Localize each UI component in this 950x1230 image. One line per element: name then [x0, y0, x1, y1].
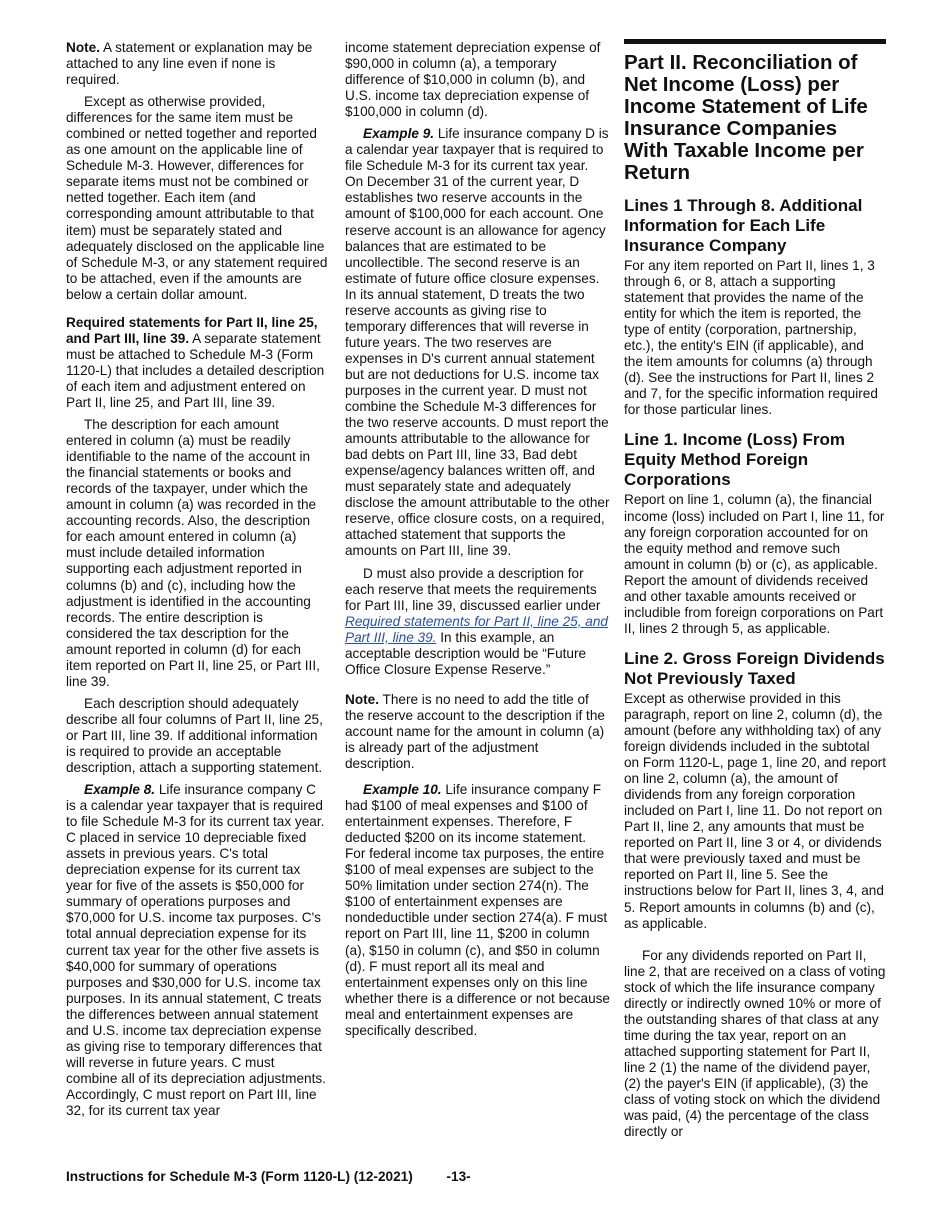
- paragraph-except: Except as otherwise provided, differences for the same item must be combined or netted together and reported as one amount on the applicable line of Schedule M-3. However, differences for separate items must not be combined or netted together. Each item (and corresponding amount attributable to that item) must be separately stated and adequately disclosed on the applicable line of Schedule M-3, or any statement required to be attached, even if the amounts are below a certain dollar amount.: [66, 94, 328, 302]
- section-rule: [624, 39, 886, 44]
- paragraph-line-2: Except as otherwise provided in this paragraph, report on line 2, column (d), the amount (before any withholding tax) of any foreign dividends included in the subtotal on Form 1120-L, page 1, line 20, and report on line 2, column (a), the amount of dividends from any foreign corporation included on Part I, line 11. Do not report on Part II, line 2, any amounts that must be reported on Part II, line 3 or 4, or dividends that were previously taxed and must be reported on Part II, line 5. See the instructions below for Part II, lines 3, 4, and 5. Report amounts in columns (b) and (c), as applicable.: [624, 690, 886, 931]
- paragraph-d-description: [345, 566, 610, 678]
- footer-title: Instructions for Schedule M-3 (Form 1120-L) (12-2021): [66, 1169, 413, 1184]
- note-text-2: There is no need to add the title of the reserve account to the description if the account name for the amount in column (a) is already part of the adjustment description.: [345, 691, 605, 772]
- example-9-paragraph: [345, 126, 610, 559]
- example-9-label: Example 9.: [363, 126, 435, 142]
- paragraph-d-after: In this example, an acceptable description would be “Future Office Closure Expense Reserve.”: [345, 629, 587, 677]
- example-10-text: Life insurance company F had $100 of meal expenses and $100 of entertainment expenses. Therefore, F deducted $200 on its income statement. For federal income tax purposes, the entire $100 of meal expenses are subject to the 50% limitation under section 274(n). The $100 of entertainment expenses are nondeductible under section 274(a). F must report on Part III, line 11, $200 in column (a), $150 in column (c), and $50 in column (d). F must report all its meal and entertainment expenses only on this line whether there is a difference or not because meal and entertainment expenses are specifically described.: [345, 782, 610, 1038]
- required-statements-text: A separate statement must be attached to Schedule M-3 (Form 1120-L) that includes a detailed description of each item and adjustment entered on Part II, line 25, and Part III, line 39.: [66, 330, 325, 410]
- required-statements-heading: Required statements for Part II, line 25, and Part III, line 39.: [66, 314, 318, 346]
- note-paragraph: [66, 40, 328, 88]
- note-text: A statement or explanation may be attached to any line even if none is required.: [66, 40, 313, 88]
- column-2: [345, 40, 610, 1039]
- paragraph-lines-1-8: For any item reported on Part II, lines 1, 3 through 6, or 8, attach a supporting statement that provides the name of the entity for which the item is reported, the type of entity (corporation, partnership, etc.), the entity's EIN (if applicable), and the item amounts for columns (a) through (d). See the instructions for Part II, lines 2 and 7, for the specific information required for those particular lines.: [624, 258, 878, 418]
- note-label: Note.: [66, 40, 100, 55]
- heading-line-2: Line 2. Gross Foreign Dividends Not Previously Taxed: [624, 648, 885, 688]
- paragraph-each-description: Each description should adequately describe all four columns of Part II, line 25, or Part III, line 39. If additional information is required to provide an acceptable description, attach a supporting statement.: [66, 695, 323, 776]
- required-statements-link[interactable]: Required statements for Part II, line 25, and Part III, line 39.: [345, 613, 608, 645]
- paragraph-description: The description for each amount entered in column (a) must be readily identifiable to the name of the account in the financial statements or books and records of the taxpayer, under which the amount in column (a) was recorded in the accounting records. Also, the description for each amount entered in column (a) must include detailed information supporting each adjustment reported in columns (b) and (c), including how the adjustment is identified in the accounting records. The entire description is considered the tax description for the amount reported in column (d) for each item reported on Part II, line 25, or Part III, line 39.: [66, 417, 320, 689]
- part-ii-title: Part II. Reconciliation of Net Income (Loss) per Income Statement of Life Insurance Companies With Taxable Income per Return: [624, 51, 868, 184]
- example-10-label: Example 10.: [363, 782, 442, 798]
- paragraph-line-2-dividends: For any dividends reported on Part II, line 2, that are received on a class of voting stock of which the life insurance company directly or indirectly owned 10% or more of the outstanding shares of that class at any time during the tax year, report on an attached supporting statement for Part II, line 2 (1) the name of the dividend payer, (2) the payer's EIN (if applicable), (3) the class of voting stock on which the dividend was paid, (4) the percentage of the class directly or: [624, 947, 886, 1140]
- example-8-text: Life insurance company C is a calendar year taxpayer that is required to file Schedule M-3 for its current tax year. C placed in service 10 depreciable fixed assets in previous years. C's total depreciation expense for its current tax year for five of the assets is $50,000 for summary of operations purposes and $70,000 for U.S. income tax purposes. C's total annual depreciation expense for its current tax year for the other five assets is $40,000 for summary of operations purposes and $30,000 for U.S. income tax purposes. In its annual statement, C treats the differences between annual statement and U.S. income tax depreciation expense as giving rise to temporary differences that will reverse in future years. C must combine all of its depreciation adjustments. Accordingly, C must report on Part III, line 32, for its current tax year: [66, 782, 326, 1118]
- example-10-paragraph: [345, 782, 610, 1039]
- paragraph-d-before: D must also provide a description for each reserve that meets the requirements for Part III, line 39, discussed earlier under: [345, 565, 601, 613]
- heading-line-1: Line 1. Income (Loss) From Equity Method Foreign Corporations: [624, 430, 846, 490]
- page-number: -13-: [446, 1169, 471, 1184]
- example-9-text: Life insurance company D is a calendar year taxpayer that is required to file Schedule M-3 for its current tax year. On December 31 of the current year, D establishes two reserve accounts in the amount of $100,000 for each account. One reserve account is an allowance for agency balances that are estimated to be uncollectible. The second reserve is an estimate of future office closure expenses. In its annual statement, D treats the two reserve accounts as giving rise to temporary differences that will reverse in future years. The two reserves are expenses in D's current annual statement but are not deductions for U.S. income tax purposes in the current year. D must not combine the Schedule M-3 differences for the two reserve accounts. D must report the amounts attributable to the allowance for bad debts on Part III, line 33, Bad debt expense/agency balances written off, and must separately state and adequately disclose the amount attributable to the other reserve, office closure costs, on a required, attached statement that supports the amounts on Part III, line 39.: [345, 126, 610, 559]
- paragraph-continued: income statement depreciation expense of $90,000 in column (a), a temporary difference of $10,000 in column (b), and U.S. income tax depreciation expense of $100,000 in column (d).: [345, 40, 601, 120]
- required-statements-paragraph: [66, 315, 328, 411]
- paragraph-line-1: Report on line 1, column (a), the financial income (loss) included on Part I, line 11, for any foreign corporation accounted for on the equity method and remove such amount in column (b) or (c), as applicable. Report the amount of dividends received and other taxable amounts received or includible from foreign corporations on Part II, lines 2 through 5, as applicable.: [624, 492, 885, 636]
- note-paragraph-2: [345, 692, 610, 772]
- heading-lines-1-8: Lines 1 Through 8. Additional Information for Each Life Insurance Company: [624, 196, 863, 255]
- column-3: [624, 39, 886, 1140]
- page-footer: [66, 1169, 471, 1184]
- note-label-2: Note.: [345, 691, 379, 707]
- example-8-paragraph: [66, 782, 328, 1119]
- example-8-label: Example 8.: [84, 782, 156, 798]
- column-1: [66, 40, 328, 1119]
